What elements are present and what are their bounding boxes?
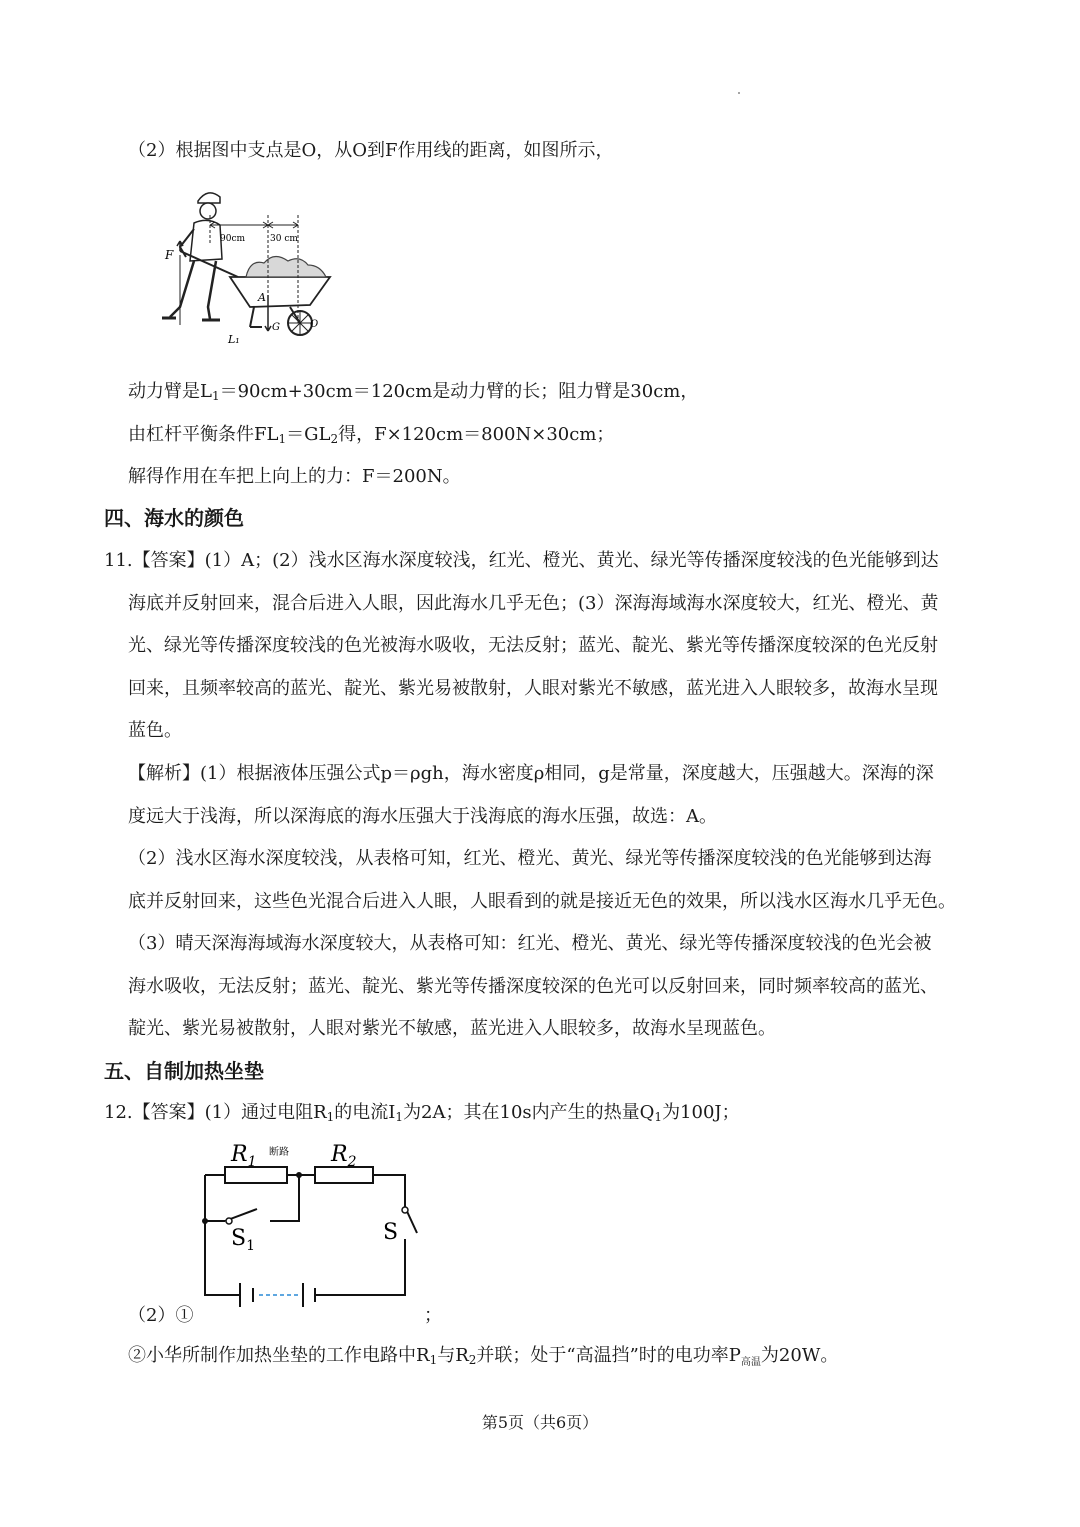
subscript: 1 [211,389,220,403]
effort-arm-line [128,379,698,409]
text: 的电流I [334,1102,396,1123]
text: 由杠杆平衡条件FL [128,424,279,445]
text: 并联；处于“高温挡”时的电功率P [476,1345,741,1366]
arm-l1-label: L₁ [228,333,240,346]
q11-answer-line-3: 光、绿光等传播深度较浅的色光被海水吸收，无法反射；蓝光、靛光、紫光等传播深度较深的色光反射 [128,635,938,656]
force-f-label: F [165,248,174,262]
wheelbarrow-figure [150,185,350,350]
subscript: 1 [654,1110,663,1124]
subscript: 2 [468,1353,477,1367]
dim-90-label: 90cm [220,234,246,244]
part2b-line [128,1343,838,1376]
q11-analysis-line-1: 【解析】(1）根据液体压强公式p＝ρgh，海水密度ρ相同，g是常量，深度越大，压强越大。深海的深 [128,763,934,784]
r1-label: $R_1$ [231,1142,257,1170]
part2-intro: （2）根据图中支点是O，从O到F作用线的距离，如图所示， [128,140,614,161]
q11-analysis-line-4: 底并反射回来，这些色光混合后进入人眼，人眼看到的就是接近无色的效果，所以浅水区海水几乎无色。 [128,891,956,912]
part2-semicolon: ； [424,1305,442,1326]
subscript: 1 [326,1110,335,1124]
broken-circuit-note: 断路 [269,1147,289,1158]
q12-answer-line [104,1100,740,1130]
text: 为2A；其在10s内产生的热量Q [403,1102,655,1123]
q11-answer-line-2: 海底并反射回来，混合后进入人眼，因此海水几乎无色；(3）深海海域海水深度较大，红光、橙光、黄 [128,593,939,614]
q11-answer-line-4: 回来，且频率较高的蓝光、靛光、紫光易被散射，人眼对紫光不敏感，蓝光进入人眼较多，故海水呈现 [128,678,938,699]
point-a-label: A [258,291,266,304]
s1-label: $S_1$ [231,1226,255,1254]
solution-line: 解得作用在车把上向上的力：F＝200N。 [128,466,461,487]
text: ＝GL [286,424,331,445]
text: ②小华所制作加热坐垫的工作电路中R [128,1345,430,1366]
text: 为100J； [662,1102,740,1123]
circuit-diagram [195,1135,425,1310]
subscript: 1 [429,1353,438,1367]
dim-30-label: 30 cm [270,234,298,244]
q11-answer-line-5: 蓝色。 [128,720,182,741]
q11-answer-line-1: 11.【答案】(1）A；(2）浅水区海水深度较浅，红光、橙光、黄光、绿光等传播深度较浅的色光能够到达 [104,550,939,571]
text: 动力臂是L [128,381,212,402]
q11-analysis-line-7: 靛光、紫光易被散射，人眼对紫光不敏感，蓝光进入人眼较多，故海水呈现蓝色。 [128,1018,776,1039]
subscript: 2 [330,432,339,446]
q11-analysis-line-3: （2）浅水区海水深度较浅，从表格可知，红光、橙光、黄光、绿光等传播深度较浅的色光能够到达海 [128,848,932,869]
q11-analysis-line-2: 度远大于浅海，所以深海底的海水压强大于浅海底的海水压强，故选：A。 [128,806,717,827]
subscript: 1 [395,1110,404,1124]
page-footer: 第5页（共6页） [481,1413,599,1432]
text: 与R [437,1345,469,1366]
part2-label: （2）① [128,1305,194,1326]
text: 为20W。 [760,1345,839,1366]
q11-analysis-line-5: （3）晴天深海海域海水深度较大，从表格可知：红光、橙光、黄光、绿光等传播深度较浅的色光会被 [128,933,932,954]
text: ＝90cm+30cm＝120cm是动力臂的长；阻力臂是30cm， [219,381,699,402]
text: 12.【答案】(1）通过电阻R [104,1102,327,1123]
text: 得，F×120cm＝800N×30cm； [338,424,615,445]
section-heading-5: 五、自制加热坐垫 [104,1059,264,1083]
gravity-g-label: G [272,322,280,333]
lever-balance-line [128,422,614,452]
r2-label: $R_2$ [331,1142,357,1170]
pivot-o-label: O [310,319,319,330]
subscript: 1 [278,432,287,446]
subscript: 高温 [740,1357,761,1368]
q11-analysis-line-6: 海水吸收，无法反射；蓝光、靛光、紫光等传播深度较深的色光可以反射回来，同时频率较高的蓝光、 [128,976,938,997]
scan-speck [738,92,740,94]
section-heading-4: 四、海水的颜色 [104,506,244,530]
s-label: S [383,1220,399,1245]
